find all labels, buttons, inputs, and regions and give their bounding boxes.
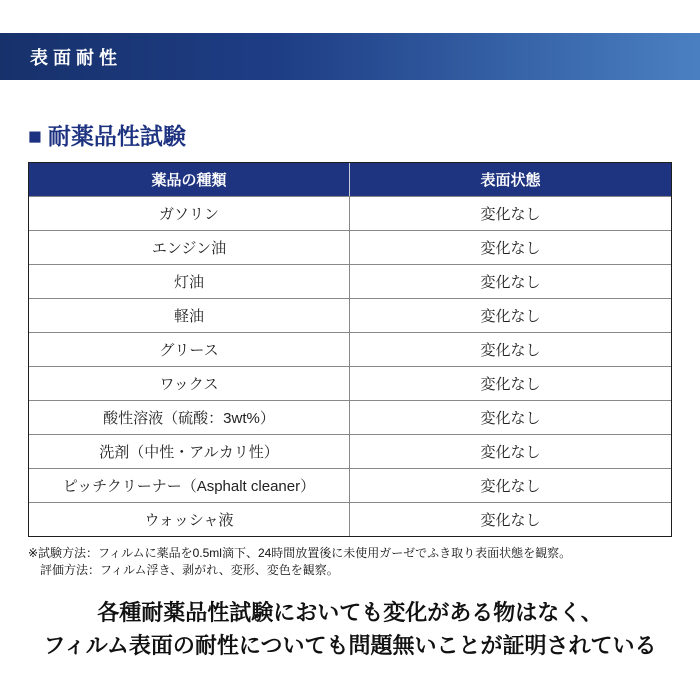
surface-state-cell: 変化なし <box>350 400 671 434</box>
chemical-name-cell: 軽油 <box>29 298 350 332</box>
surface-state-cell: 変化なし <box>350 366 671 400</box>
footnotes <box>28 545 700 579</box>
chemical-name-cell: ワックス <box>29 366 350 400</box>
table-row <box>29 230 671 264</box>
chemical-name-cell: グリース <box>29 332 350 366</box>
surface-state-cell: 変化なし <box>350 230 671 264</box>
table-row <box>29 298 671 332</box>
banner-title: 表面耐性 <box>30 47 122 68</box>
chemical-name-cell: ウォッシャ液 <box>29 502 350 536</box>
chemical-name-cell: 洗剤（中性・アルカリ性） <box>29 434 350 468</box>
surface-state-cell: 変化なし <box>350 196 671 230</box>
table-row <box>29 332 671 366</box>
conclusion-text <box>0 596 700 662</box>
surface-state-cell: 変化なし <box>350 264 671 298</box>
table-row <box>29 264 671 298</box>
footnote-test-method: ※試験方法：フィルムに薬品を0.5ml滴下、24時間放置後に未使用ガーゼでふき取り表面状態を観察。 <box>28 546 572 560</box>
chemical-name-cell: エンジン油 <box>29 230 350 264</box>
chemical-resistance-table <box>28 162 672 537</box>
table-row <box>29 502 671 536</box>
header-cell-chemical-type: 薬品の種類 <box>29 163 350 196</box>
chemical-name-cell: 酸性溶液（硫酸：3wt%） <box>29 400 350 434</box>
table-row <box>29 434 671 468</box>
surface-state-cell: 変化なし <box>350 468 671 502</box>
surface-state-cell: 変化なし <box>350 502 671 536</box>
table-row <box>29 400 671 434</box>
table-row <box>29 366 671 400</box>
footnote-evaluation-method: 評価方法：フィルム浮き、剥がれ、変形、変色を観察。 <box>40 563 339 577</box>
conclusion-line-2: フィルム表面の耐性についても問題無いことが証明されている <box>43 633 657 658</box>
surface-state-cell: 変化なし <box>350 298 671 332</box>
section-title: 耐薬品性試験 <box>47 123 186 149</box>
section-heading <box>28 122 700 150</box>
table-row <box>29 468 671 502</box>
chemical-name-cell: ガソリン <box>29 196 350 230</box>
table-row <box>29 196 671 230</box>
conclusion-line-1: 各種耐薬品性試験においても変化がある物はなく、 <box>97 600 603 625</box>
chemical-name-cell: ピッチクリーナー（Asphalt cleaner） <box>29 468 350 502</box>
table-header-row <box>29 163 671 196</box>
square-bullet-icon: ■ <box>28 123 42 149</box>
page <box>0 33 700 700</box>
surface-state-cell: 変化なし <box>350 434 671 468</box>
header-cell-surface-state: 表面状態 <box>350 163 671 196</box>
chemical-name-cell: 灯油 <box>29 264 350 298</box>
surface-state-cell: 変化なし <box>350 332 671 366</box>
section-banner <box>0 33 700 80</box>
